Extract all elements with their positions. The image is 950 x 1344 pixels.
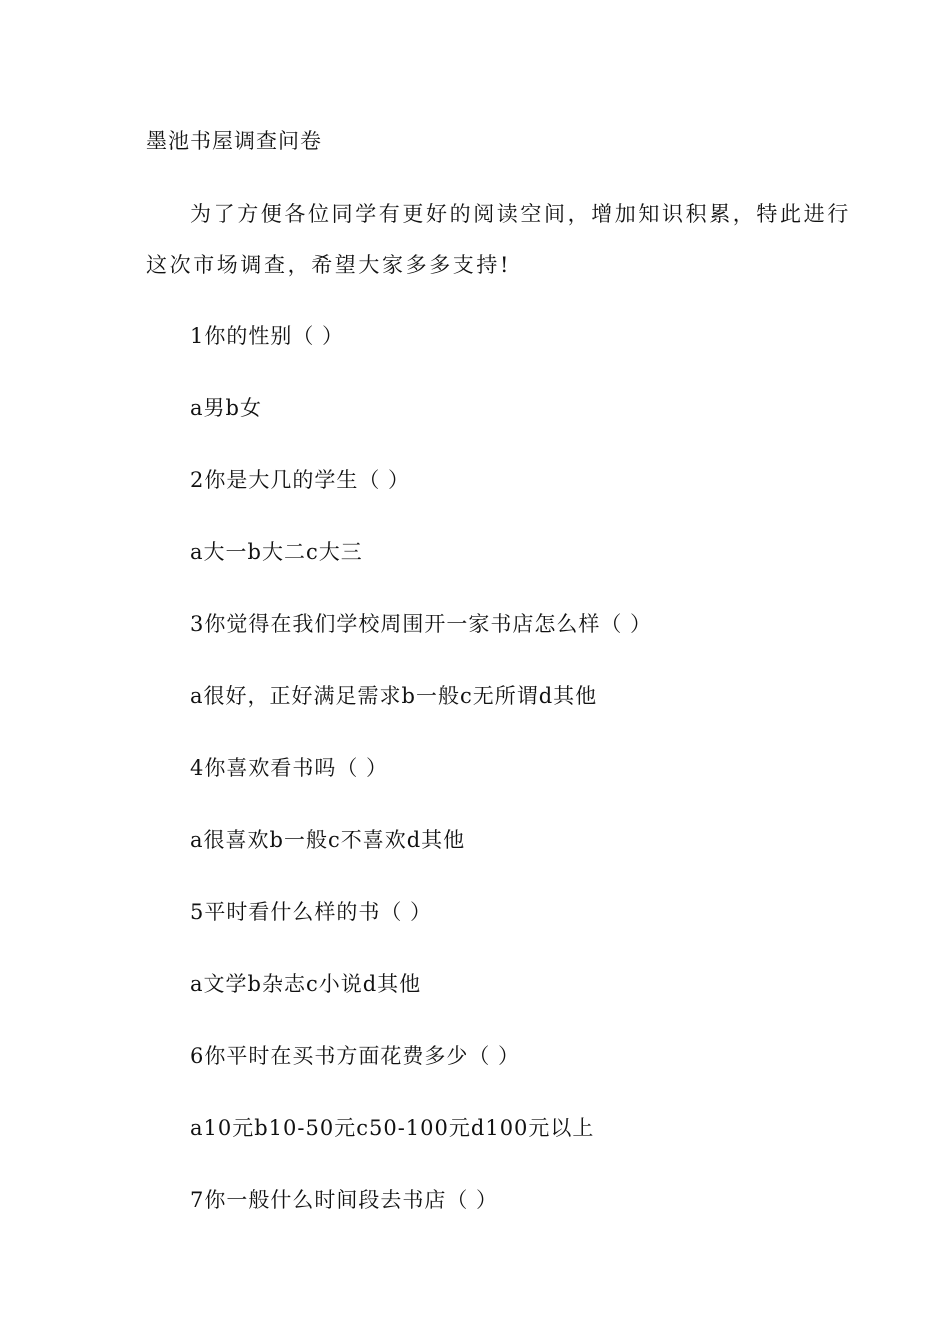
question-7: 7你一般什么时间段去书店（ ） — [190, 1188, 499, 1212]
question-4: 4你喜欢看书吗（ ） — [190, 756, 389, 780]
question-6: 6你平时在买书方面花费多少（ ） — [190, 1044, 521, 1068]
document-title: 墨池书屋调查问卷 — [146, 129, 322, 153]
question-3: 3你觉得在我们学校周围开一家书店怎么样（ ） — [190, 612, 653, 636]
question-5: 5平时看什么样的书（ ） — [190, 900, 433, 924]
answer-options-1: a男b女 — [190, 396, 262, 420]
answer-options-6: a10元b10-50元c50-100元d100元以上 — [190, 1116, 595, 1140]
answer-options-4: a很喜欢b一般c不喜欢d其他 — [190, 828, 466, 852]
answer-options-5: a文学b杂志c小说d其他 — [190, 972, 422, 996]
answer-options-3: a很好，正好满足需求b一般c无所谓d其他 — [190, 684, 598, 708]
question-1: 1你的性别（ ） — [190, 324, 345, 348]
intro-line-1: 为了方便各位同学有更好的阅读空间，增加知识积累，特此进行 — [190, 202, 851, 226]
answer-options-2: a大一b大二c大三 — [190, 540, 363, 564]
question-2: 2你是大几的学生（ ） — [190, 468, 411, 492]
intro-line-2: 这次市场调查，希望大家多多支持! — [146, 253, 512, 277]
